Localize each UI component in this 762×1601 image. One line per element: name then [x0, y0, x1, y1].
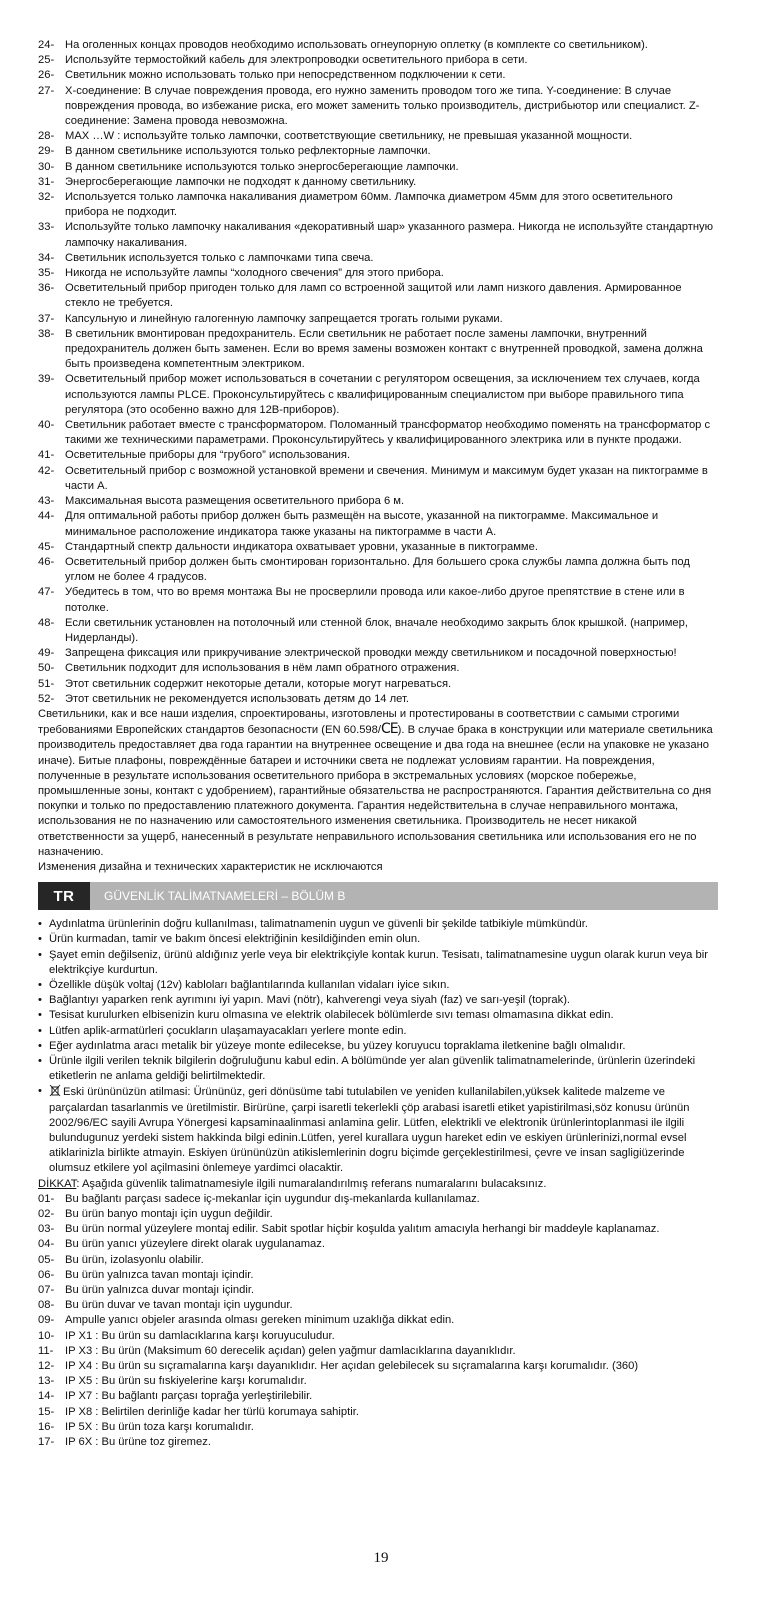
item-number: 11-	[38, 1344, 54, 1357]
list-item	[38, 1344, 718, 1359]
list-item	[38, 540, 718, 555]
item-text: Ampulle yanıcı objeler arasında olması gereken minimum uzaklığa dikkat edin.	[65, 1314, 455, 1327]
item-text: Капсульную и линейную галогенную лампочку запрещается трогать голыми руками.	[65, 312, 503, 325]
item-number: 35-	[38, 267, 55, 280]
item-text: Этот светильник не рекомендуется использовать детям до 14 лет.	[65, 692, 410, 705]
item-number: 03-	[38, 1223, 55, 1236]
bullet-mark: •	[38, 1009, 42, 1022]
item-number: 49-	[38, 647, 55, 660]
language-code-badge: TR	[38, 882, 90, 910]
item-text: Энергосберегающие лампочки не подходят к данному светильнику.	[65, 175, 417, 188]
item-number: 13-	[38, 1375, 55, 1388]
item-text: Никогда не используйте лампы “холодного свечения” для этого прибора.	[65, 267, 444, 280]
list-item	[38, 1222, 718, 1237]
item-number: 51-	[38, 677, 55, 690]
bullet-item	[38, 1039, 718, 1054]
instruction-page	[38, 38, 718, 1450]
list-item	[38, 53, 718, 68]
item-number: 46-	[38, 555, 55, 568]
item-number: 01-	[38, 1192, 55, 1205]
bullet-item	[38, 1024, 718, 1039]
item-text: Bu ürün yalnızca tavan montajı içindir.	[65, 1268, 254, 1281]
item-text: IP X4 : Bu ürün su sıçramalarına karşı dayanıklıdır. Her açıdan gelebilecek su sıçramalarına karşı korumalıdır. (360)	[65, 1360, 639, 1373]
item-number: 30-	[38, 160, 55, 173]
item-number: 36-	[38, 282, 55, 295]
item-text: Используется только лампочка накаливания диаметром 60мм. Лампочка диаметром 45мм для этого осветительного прибора не подходит.	[65, 191, 673, 219]
item-number: 42-	[38, 464, 55, 477]
list-item	[38, 175, 718, 190]
ru-warranty-paragraph	[38, 707, 718, 860]
item-number: 47-	[38, 586, 55, 599]
bullet-mark: •	[38, 1085, 42, 1098]
item-number: 43-	[38, 495, 55, 508]
list-item	[38, 190, 718, 220]
item-text: Если светильник установлен на потолочный или стенной блок, вначале необходимо закрыть блок крышкой. (например, Нидерланды).	[65, 616, 688, 644]
item-number: 02-	[38, 1208, 55, 1221]
section-banner-tr	[38, 882, 718, 910]
bullet-mark: •	[38, 1024, 42, 1037]
item-text: IP X5 : Bu ürün su fıskiyelerine karşı korumalıdır.	[65, 1375, 307, 1388]
crossed-bin-icon	[49, 1084, 61, 1097]
item-text: Используйте термостойкий кабель для электропроводки осветительного прибора в сети.	[65, 54, 528, 67]
item-text: В данном светильнике используются только рефлекторные лампочки.	[65, 145, 431, 158]
bullet-item	[38, 1008, 718, 1023]
list-item	[38, 509, 718, 539]
warranty-text-start: Светильники, как и все наши изделия, спроектированы, изготовлены и протестированы в соответствии с самыми строгими требованиями Европейских стандартов безопасности (EN 60.598/	[38, 707, 680, 737]
item-text: IP X8 : Belirtilen derinliğe kadar her türlü korumaya sahiptir.	[65, 1405, 359, 1418]
item-number: 27-	[38, 84, 55, 97]
bullet-item	[38, 993, 718, 1008]
item-number: 45-	[38, 540, 55, 553]
item-text: Осветительный прибор должен быть смонтирован горизонтально. Для большего срока службы лампа должна быть под углом не более 4 градусов.	[65, 555, 690, 584]
item-number: 39-	[38, 373, 55, 386]
list-item	[38, 266, 718, 281]
list-item	[38, 418, 718, 448]
item-text: В светильник вмонтирован предохранитель. Если светильник не работает после замены лампочки, внутренний предохранитель должен быть заменен. Если во время замены возможен контакт с внутренней проводкой, замена должна быть произведена компетентным электриком.	[65, 327, 703, 371]
item-number: 34-	[38, 251, 55, 264]
list-item	[38, 68, 718, 83]
list-item	[38, 677, 718, 692]
item-text: Осветительные приборы для “грубого” использования.	[65, 449, 351, 462]
list-item	[38, 281, 718, 311]
item-text: Tesisat kurulurken elbisenizin kuru olmasına ve elektrik olabilecek bölümlerde sıvı teması olmamasına dikkat edin.	[49, 1009, 614, 1022]
list-item	[38, 1329, 718, 1344]
ru-changes-note: Изменения дизайна и технических характеристик не исключаются	[38, 860, 383, 873]
list-item	[38, 144, 718, 159]
item-text: Özellikle düşük voltaj (12v) kabloları bağlantılarında kullanılan vidaları iyice sıkın.	[49, 978, 450, 991]
item-number: 52-	[38, 692, 55, 705]
list-item	[38, 312, 718, 327]
list-item	[38, 160, 718, 175]
item-text: Bu ürün yanıcı yüzeylere direkt olarak uygulanamaz.	[65, 1238, 325, 1251]
item-number: 26-	[38, 69, 55, 82]
item-text: Ürün kurmadan, tamir ve bakım öncesi elektriğinin kesildiğinden emin olun.	[49, 933, 421, 946]
tr-recycle-bullet	[38, 1084, 718, 1176]
item-text: Lütfen aplik-armatürleri çocukların ulaşamayacakları yerlere monte edin.	[49, 1024, 407, 1037]
item-number: 10-	[38, 1329, 55, 1342]
item-number: 33-	[38, 221, 55, 234]
bullet-mark: •	[38, 933, 42, 946]
item-text: Максимальная высота размещения осветительного прибора 6 м.	[65, 495, 405, 508]
list-item	[38, 1268, 718, 1283]
item-number: 44-	[38, 510, 55, 523]
item-number: 48-	[38, 616, 55, 629]
item-text: Светильник можно использовать только при непосредственном подключении к сети.	[65, 69, 506, 82]
list-item	[38, 1359, 718, 1374]
list-item	[38, 129, 718, 144]
item-number: 12-	[38, 1360, 55, 1373]
item-text: В данном светильнике используются только энергосберегающие лампочки.	[65, 160, 459, 173]
item-text: IP 6X : Bu ürüne toz giremez.	[65, 1436, 211, 1449]
dikkat-label: DİKKAT	[38, 1177, 77, 1190]
item-text: Ürünle ilgili verilen teknik bilgilerin doğruluğunu kabul edin. A bölümünde yer alan güvenlik talimatnamelerinde, ürünlerin üzerindeki etiketlerin ne anlama geldiği belirtilmektedir.	[49, 1055, 696, 1083]
item-text: IP X3 : Bu ürün (Maksimum 60 derecelik açıdan) gelen yağmur damlacıklarına dayanıklıdır.	[65, 1344, 516, 1357]
item-number: 24-	[38, 39, 55, 51]
item-text: Осветительный прибор пригоден только для ламп со встроенной защитой или ламп низкого давления. Армированное стекло не требуется.	[65, 282, 682, 310]
list-item	[38, 1237, 718, 1252]
bullet-mark: •	[38, 1055, 42, 1067]
tr-dikkat-note	[38, 1177, 718, 1192]
list-item	[38, 585, 718, 615]
bullet-mark: •	[38, 918, 42, 931]
list-item	[38, 38, 718, 53]
item-text: Bu ürün duvar ve tavan montajı için uygundur.	[65, 1299, 293, 1312]
list-item	[38, 1298, 718, 1313]
recycle-text: Eski ürününüzün atilmasi: Ürününüz, geri dönüsüme tabi tutulabilen ve yeniden kullanilabilen,yüksek kalitede malzeme ve parçalardan tasarlanmis ve üretilmistir. Birürüne, çarpi isaretli tekerlekli çöp arabasi isaretli etiket yapistirilmasi,söz konusu ürünün 2002/96/EC sayili Avrupa Yönergesi kapsaminaalinmasi anlamina gelir. Lütfen, elektrikli ve elektronik ürünlerintoplanmasi ile ilgili bulundugunuz yerdeki sistem hakkinda bilgi edinin.Lütfen, yerel kurallara uygun hareket edin ve eskiyen ürünlerinizi,normal evsel atiklarinizla birlikte atmayin. Eskiyen ürününüzün atikislemlerinin dogru biçimde gerçeklestirilmesi, çevre ve insan sagligiüzerinde olumsuz etkilere yol açilmasini önlemeye yardimci olacaktir.	[49, 1086, 690, 1175]
item-text: Bu ürün banyo montajı için uygun değildir.	[65, 1208, 273, 1221]
item-text: IP X1 : Bu ürün su damlacıklarına karşı koruyuculudur.	[65, 1329, 335, 1342]
list-item	[38, 1253, 718, 1268]
ce-mark-icon: CE	[381, 721, 398, 738]
list-item	[38, 220, 718, 250]
item-text: Светильник используется только с лампочками типа свеча.	[65, 251, 374, 264]
ru-numbered-list	[38, 38, 718, 707]
list-item	[38, 1283, 718, 1298]
item-text: Bu ürün yalnızca duvar montajı içindir.	[65, 1284, 255, 1297]
recycle-text-wrap	[49, 1084, 718, 1176]
item-number: 06-	[38, 1268, 55, 1281]
item-text: Bu bağlantı parçası sadece iç-mekanlar için uygundur dış-mekanlarda kullanılamaz.	[65, 1192, 480, 1205]
list-item	[38, 661, 718, 676]
item-text: Для оптимальной работы прибор должен быть размещён на высоте, указанной на пиктограмме. Максимальное и минимальное расположение индикатора также указаны на пиктограмме в части A.	[65, 510, 659, 538]
list-item	[38, 555, 718, 585]
list-item	[38, 251, 718, 266]
item-text: Eğer aydınlatma aracı metalik bir yüzeye monte edilecekse, bu yüzey koruyucu topraklama iletkenine bağlı olmalıdır.	[49, 1039, 626, 1052]
list-item	[38, 616, 718, 646]
item-number: 08-	[38, 1299, 55, 1312]
item-number: 09-	[38, 1314, 55, 1327]
tr-bullet-list	[38, 917, 718, 1084]
list-item	[38, 1389, 718, 1404]
item-number: 17-	[38, 1436, 55, 1449]
item-number: 50-	[38, 662, 55, 675]
list-item	[38, 692, 718, 707]
item-text: IP X7 : Bu bağlantı parçası toprağa yerleştirilebilir.	[65, 1390, 313, 1403]
item-text: Осветительный прибор с возможной установкой времени и свечения. Минимум и максимум будет указан на пиктограмме в части A.	[65, 464, 708, 492]
section-title: GÜVENLİK TALİMATNAMELERİ – BÖLÜM B	[104, 888, 346, 903]
bullet-item	[38, 978, 718, 993]
item-number: 41-	[38, 449, 55, 462]
item-text: Используйте только лампочку накаливания «декоративный шар» указанного размера. Никогда не используйте стандартную лампочку накаливания.	[65, 221, 714, 249]
item-text: X-соединение: В случае повреждения провода, его нужно заменить проводом того же типа. Y-соединение: В случае повреждения провода, во избежание риска, его может заменить только производитель, дистрибьютор или специалист. Z-соединение: Замена провода невозможна.	[65, 84, 700, 128]
item-text: Стандартный спектр дальности индикатора охватывает уровни, указанные в пиктограмме.	[65, 540, 538, 553]
item-number: 05-	[38, 1253, 55, 1266]
list-item	[38, 1405, 718, 1420]
list-item	[38, 1420, 718, 1435]
item-text: IP 5X : Bu ürün toza karşı korumalıdır.	[65, 1420, 254, 1433]
item-text: MAX …W : используйте только лампочки, соответствующие светильнику, не превышая указанной мощности.	[65, 130, 633, 143]
list-item	[38, 448, 718, 463]
item-number: 14-	[38, 1390, 55, 1403]
item-text: На оголенных концах проводов необходимо использовать огнеупорную оплетку (в комплекте со светильником).	[65, 39, 648, 51]
item-number: 04-	[38, 1238, 55, 1251]
item-text: Aydınlatma ürünlerinin doğru kullanılması, talimatnamenin uygun ve güvenli bir şekilde tatbikiyle mümkündür.	[49, 918, 588, 931]
list-item	[38, 464, 718, 494]
bullet-mark: •	[38, 978, 42, 991]
list-item	[38, 84, 718, 130]
item-number: 07-	[38, 1284, 55, 1297]
item-number: 32-	[38, 191, 55, 204]
list-item	[38, 1192, 718, 1207]
list-item	[38, 494, 718, 509]
bullet-mark: •	[38, 1039, 42, 1052]
item-text: Bu ürün normal yüzeylere montaj edilir. Sabit spotlar hiçbir koşulda yalıtım amacıyla herhangi bir maddeyle kaplanamaz.	[65, 1223, 660, 1236]
list-item	[38, 1435, 718, 1450]
bullet-item	[38, 917, 718, 932]
item-text: Убедитесь в том, что во время монтажа Вы не просверлили провода или какое-либо другое препятствие в стене или в потолке.	[65, 586, 685, 614]
list-item	[38, 1313, 718, 1328]
list-item	[38, 646, 718, 661]
item-text: Светильник подходит для использования в нём ламп обратного отражения.	[65, 662, 460, 675]
tr-numbered-list	[38, 1192, 718, 1450]
item-number: 28-	[38, 130, 55, 143]
page-number: 19	[373, 1550, 389, 1566]
dikkat-text: : Aşağıda güvenlik talimatnamesiyle ilgili numaralandırılmış referans numaralarını bulacaksınız.	[76, 1177, 547, 1190]
bullet-mark: •	[38, 994, 42, 1007]
item-text: Запрещена фиксация или прикручивание электрической проводки между светильником и посадочной поверхностью!	[65, 647, 677, 660]
bullet-mark: •	[38, 948, 42, 961]
list-item	[38, 327, 718, 373]
bullet-item	[38, 932, 718, 947]
item-number: 31-	[38, 175, 55, 188]
warranty-text-end: ). В случае брака в конструкции или материале светильника производитель предоставляет два года гарантии на внутреннее освещение и два года на внешнее (если на упаковке не указано иначе). Битые плафоны, повреждённые батареи и источники света не подлежат условиям гарантии. На повреждения, полученные в результате использования осветительного прибора в экстремальных условиях (морское побережье, промышленные зоны, контакт с удобрением), гарантийные обязательства не распространяются. Гарантия действительна со дня покупки и только по предоставлению платежного документа. Гарантия недействительна в случае неправильного монтажа, использования не по назначению или самостоятельного изменения светильника. Производитель не несет никакой ответственности за ущерб, нанесенный в результате неправильного использования светильника или использования его не по назначению.	[38, 724, 713, 858]
item-text: Осветительный прибор может использоваться в сочетании с регулятором освещения, за исключением тех случаев, когда используются лампы PLCE. Проконсультируйтесь с квалифицированным специалистом при выборе правильного типа регулятора (это особенно важно для 12В-приборов).	[65, 373, 700, 416]
item-text: Bağlantıyı yaparken renk ayrımını iyi yapın. Mavi (nötr), kahverengi veya siyah (faz) ve sarı-yeşil (toprak).	[49, 994, 571, 1007]
list-item	[38, 1207, 718, 1222]
item-text: Светильник работает вместе с трансформатором. Поломанный трансформатор необходимо поменять на трансформатор с такими же техническими параметрами. Проконсультируйтесь у квалифицированного электрика или в пункте продажи.	[65, 419, 711, 447]
item-text: Этот светильник содержит некоторые детали, которые могут нагреваться.	[65, 677, 452, 690]
item-number: 38-	[38, 327, 55, 340]
item-number: 40-	[38, 419, 55, 432]
list-item	[38, 372, 718, 418]
bullet-item	[38, 1054, 718, 1084]
item-text: Şayet emin değilseniz, ürünü aldığınız yerle veya bir elektrikçiyle kontak kurun. Tesisatı, talimatnamesine uygun olarak kurun veya bir elektrikçiye kurdurtun.	[49, 948, 708, 976]
item-number: 37-	[38, 312, 55, 325]
item-number: 16-	[38, 1420, 55, 1433]
item-text: Bu ürün, izolasyonlu olabilir.	[65, 1253, 204, 1266]
bullet-item	[38, 948, 718, 978]
list-item	[38, 1374, 718, 1389]
item-number: 15-	[38, 1405, 55, 1418]
item-number: 25-	[38, 54, 55, 67]
item-number: 29-	[38, 145, 55, 158]
